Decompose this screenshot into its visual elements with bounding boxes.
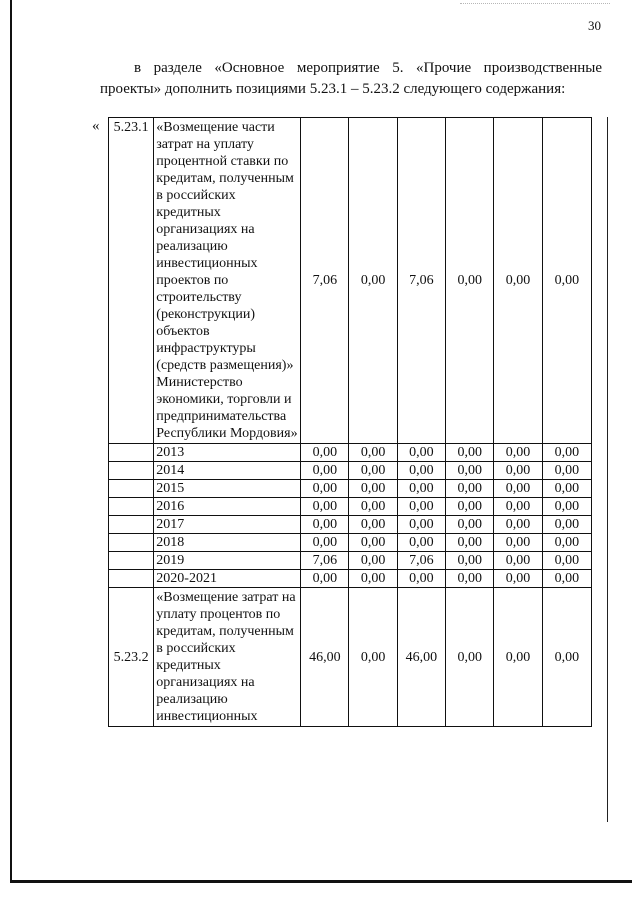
empty-code-cell [109, 480, 154, 498]
table-row-year [109, 534, 592, 552]
value-cell: 0,00 [494, 480, 542, 498]
empty-code-cell [109, 498, 154, 516]
row-code: 5.23.2 [109, 588, 154, 727]
intro-line-1: в разделе «Основное мероприятие 5. «Прочие производственные [134, 60, 602, 76]
page-bottom-border [10, 880, 632, 883]
value-cell: 0,00 [542, 462, 591, 480]
empty-code-cell [109, 444, 154, 462]
value-cell: 0,00 [301, 444, 349, 462]
scan-artifact [460, 3, 610, 10]
budget-table [108, 117, 592, 727]
value-cell: 0,00 [446, 552, 494, 570]
value-cell: 0,00 [494, 516, 542, 534]
value-cell: 0,00 [494, 498, 542, 516]
value-cell: 0,00 [397, 462, 445, 480]
value-cell: 0,00 [397, 444, 445, 462]
table-right-rule [607, 117, 608, 822]
opening-quote: « [92, 118, 100, 134]
value-cell: 0,00 [397, 498, 445, 516]
value-cell: 0,00 [397, 570, 445, 588]
value-cell: 0,00 [494, 118, 542, 444]
value-cell: 0,00 [301, 516, 349, 534]
value-cell: 0,00 [301, 480, 349, 498]
value-cell: 0,00 [349, 588, 397, 727]
year-label: 2020-2021 [154, 570, 301, 588]
page-left-border [10, 0, 12, 882]
value-cell: 0,00 [446, 516, 494, 534]
intro-paragraph [100, 58, 602, 100]
year-label: 2013 [154, 444, 301, 462]
row-description: «Возмещение части затрат на уплату процентной ставки по кредитам, полученным в российских кредитных организациях на реализацию инвестиционных проектов по строительству (реконструкции) объектов инфраструктуры (средств размещения)» Министерство экономики, торговли и предпринимательства Республики Мордовия» [154, 118, 301, 444]
value-cell: 0,00 [494, 570, 542, 588]
value-cell: 0,00 [446, 480, 494, 498]
value-cell: 7,06 [301, 552, 349, 570]
value-cell: 46,00 [397, 588, 445, 727]
table-row-year [109, 498, 592, 516]
year-label: 2016 [154, 498, 301, 516]
value-cell: 0,00 [349, 516, 397, 534]
empty-code-cell [109, 552, 154, 570]
value-cell: 0,00 [446, 118, 494, 444]
value-cell: 0,00 [446, 498, 494, 516]
table-row-year [109, 570, 592, 588]
value-cell: 0,00 [494, 588, 542, 727]
value-cell: 0,00 [542, 444, 591, 462]
year-label: 2019 [154, 552, 301, 570]
year-label: 2014 [154, 462, 301, 480]
value-cell: 0,00 [349, 480, 397, 498]
empty-code-cell [109, 516, 154, 534]
page-number: 30 [588, 18, 601, 33]
table-row-5-23-2 [109, 588, 592, 727]
value-cell: 0,00 [542, 480, 591, 498]
value-cell: 0,00 [301, 570, 349, 588]
value-cell: 0,00 [301, 498, 349, 516]
value-cell: 0,00 [349, 462, 397, 480]
table-row-year [109, 516, 592, 534]
value-cell: 0,00 [446, 588, 494, 727]
value-cell: 7,06 [301, 118, 349, 444]
value-cell: 0,00 [446, 462, 494, 480]
empty-code-cell [109, 570, 154, 588]
value-cell: 7,06 [397, 552, 445, 570]
value-cell: 0,00 [446, 444, 494, 462]
value-cell: 0,00 [542, 534, 591, 552]
value-cell: 0,00 [542, 552, 591, 570]
value-cell: 0,00 [446, 570, 494, 588]
value-cell: 0,00 [446, 534, 494, 552]
table-row-5-23-1 [109, 118, 592, 444]
value-cell: 0,00 [542, 498, 591, 516]
table-row-year [109, 444, 592, 462]
value-cell: 0,00 [349, 444, 397, 462]
value-cell: 0,00 [301, 462, 349, 480]
value-cell: 0,00 [494, 462, 542, 480]
value-cell: 0,00 [397, 516, 445, 534]
value-cell: 0,00 [542, 516, 591, 534]
value-cell: 0,00 [494, 552, 542, 570]
row-code: 5.23.1 [109, 118, 154, 444]
year-label: 2018 [154, 534, 301, 552]
value-cell: 0,00 [397, 534, 445, 552]
intro-line-2: проекты» дополнить позициями 5.23.1 – 5.23.2 следующего содержания: [100, 81, 566, 97]
value-cell: 7,06 [397, 118, 445, 444]
year-label: 2017 [154, 516, 301, 534]
value-cell: 0,00 [494, 534, 542, 552]
value-cell: 46,00 [301, 588, 349, 727]
value-cell: 0,00 [349, 534, 397, 552]
table-row-year [109, 480, 592, 498]
table-row-year [109, 552, 592, 570]
row-description: «Возмещение затрат на уплату процентов по кредитам, полученным в российских кредитных организациях на реализацию инвестиционных [154, 588, 301, 727]
empty-code-cell [109, 534, 154, 552]
value-cell: 0,00 [301, 534, 349, 552]
value-cell: 0,00 [397, 480, 445, 498]
value-cell: 0,00 [349, 552, 397, 570]
value-cell: 0,00 [542, 570, 591, 588]
empty-code-cell [109, 462, 154, 480]
year-label: 2015 [154, 480, 301, 498]
value-cell: 0,00 [542, 118, 591, 444]
value-cell: 0,00 [349, 570, 397, 588]
table-row-year [109, 462, 592, 480]
value-cell: 0,00 [349, 498, 397, 516]
value-cell: 0,00 [494, 444, 542, 462]
value-cell: 0,00 [349, 118, 397, 444]
value-cell: 0,00 [542, 588, 591, 727]
